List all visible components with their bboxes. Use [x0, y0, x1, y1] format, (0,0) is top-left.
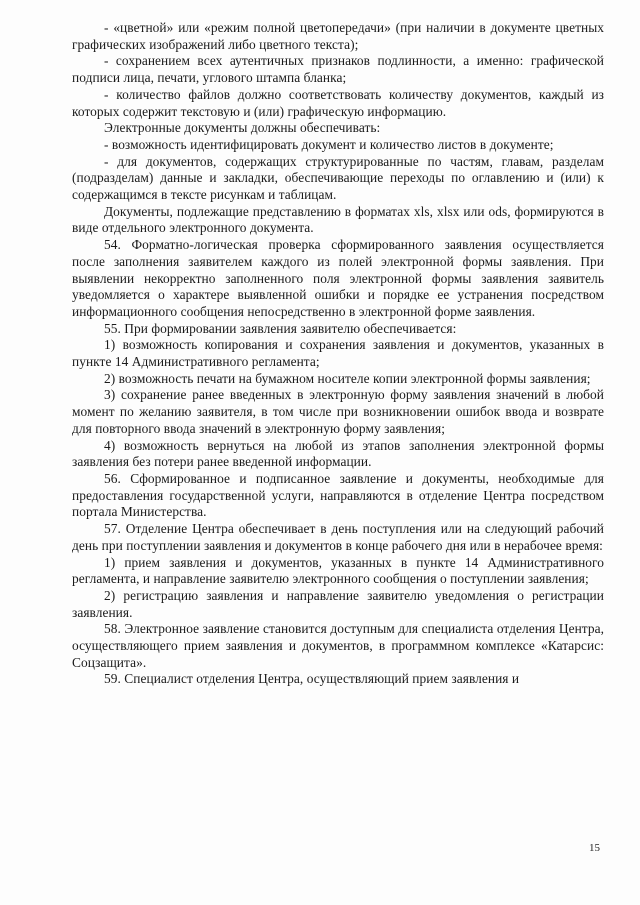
- paragraph-55-1: 1) возможность копирования и сохранения заявления и документов, указанных в пункте 14 Административного регламента;: [72, 337, 604, 370]
- paragraph-color-mode: - «цветной» или «режим полной цветопередачи» (при наличии в документе цветных графических изображений либо цветного текста);: [72, 20, 604, 52]
- paragraph-56: 56. Сформированное и подписанное заявление и документы, необходимые для предоставления государственной услуги, направляются в отделение Центра посредством портала Министерства.: [72, 470, 604, 520]
- paragraph-authenticity: - сохранением всех аутентичных признаков подлинности, а именно: графической подписи лица, печати, углового штампа бланка;: [72, 53, 604, 86]
- paragraph-55-4: 4) возможность вернуться на любой из этапов заполнения электронной формы заявления без потери ранее введенной информации.: [72, 437, 604, 470]
- paragraph-59: 59. Специалист отделения Центра, осуществляющий прием заявления и: [104, 671, 520, 687]
- paragraph-identify: - возможность идентифицировать документ и количество листов в документе;: [104, 136, 554, 152]
- paragraph-55: 55. При формировании заявления заявителю обеспечивается:: [104, 320, 457, 336]
- page-number: 15: [589, 842, 600, 854]
- paragraph-57-2: 2) регистрацию заявления и направление заявителю уведомления о регистрации заявления.: [72, 587, 604, 620]
- paragraph-57: 57. Отделение Центра обеспечивает в день поступления или на следующий рабочий день при поступлении заявления и документов в конце рабочего дня или в нерабочее время:: [72, 521, 604, 553]
- paragraph-edocs-must: Электронные документы должны обеспечивать:: [104, 120, 381, 136]
- paragraph-55-3: 3) сохранение ранее введенных в электронную форму заявления значений в любой момент по желанию заявителя, в том числе при возникновении ошибок ввода и возврате для повторного ввода значений в электронную форму заявления;: [72, 387, 604, 436]
- paragraph-formats: Документы, подлежащие представлению в форматах xls, xlsx или ods, формируются в виде отдельного электронного документа.: [72, 203, 604, 236]
- paragraph-55-2: 2) возможность печати на бумажном носителе копии электронной формы заявления;: [104, 370, 591, 386]
- document-body: [72, 20, 604, 688]
- paragraph-58: 58. Электронное заявление становится доступным для специалиста отделения Центра, осуществляющего прием заявления и документов, в программном комплексе «Катарсис: Соцзащита».: [72, 621, 604, 670]
- paragraph-54: 54. Форматно-логическая проверка сформированного заявления осуществляется после заполнения заявителем каждого из полей электронной формы заявления. При выявлении некорректно заполненного поля электронной формы заявления заявитель уведомляется о характере выявленной ошибки и порядке ее устранения посредством информационного сообщения непосредственно в электронной форме заявления.: [72, 237, 604, 319]
- paragraph-file-count: - количество файлов должно соответствовать количеству документов, каждый из которых содержит текстовую и (или) графическую информацию.: [72, 86, 604, 119]
- paragraph-57-1: 1) прием заявления и документов, указанных в пункте 14 Административного регламента, и направление заявителю электронного сообщения о поступлении заявления;: [72, 554, 604, 587]
- paragraph-structured: - для документов, содержащих структурированные по частям, главам, разделам (подразделам) данные и закладки, обеспечивающие переходы по оглавлению и (или) к содержащимся в тексте рисункам и таблицам.: [72, 153, 604, 203]
